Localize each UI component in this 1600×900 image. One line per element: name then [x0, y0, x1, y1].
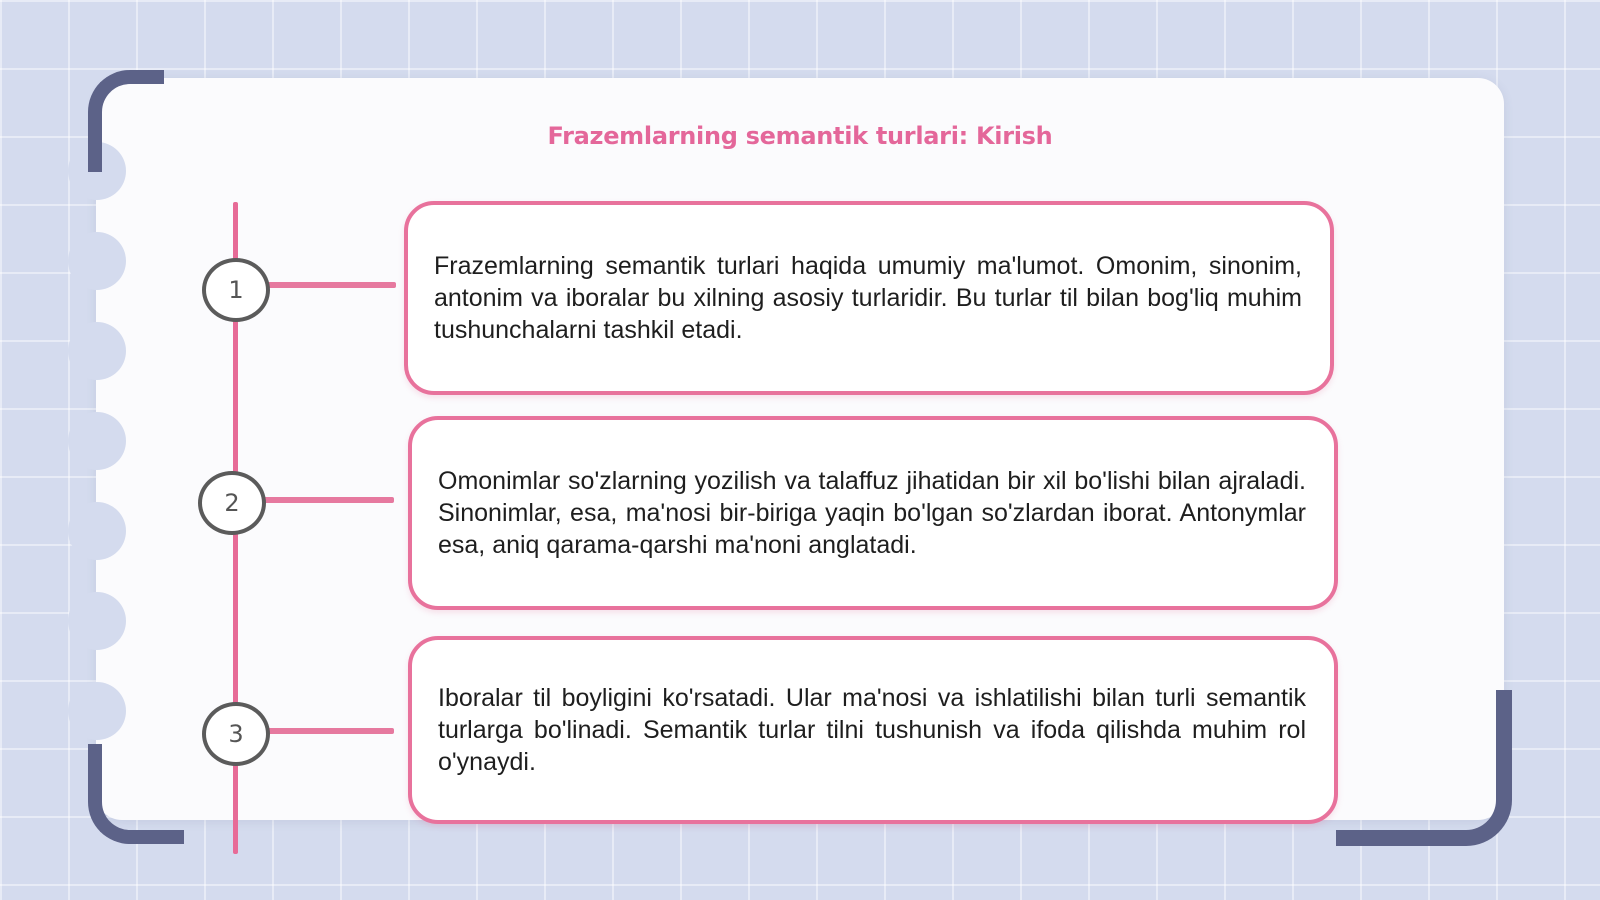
scallop-hole — [68, 322, 126, 380]
step-card-text: Omonimlar so'zlarning yozilish va talaffuz jihatidan bir xil bo'lishi bilan ajraladi. Sinonimlar, esa, ma'nosi bir-biriga yaqin bo'lgan so'zlardan iborat. Antonymlar esa, aniq qarama-qarshi ma'noni anglatadi. — [438, 467, 1306, 559]
scallop-hole — [68, 412, 126, 470]
timeline-connector-1 — [266, 282, 396, 288]
step-card-3 — [408, 636, 1338, 824]
corner-bracket-top-left — [88, 70, 164, 172]
step-card-text: Frazemlarning semantik turlari haqida umumiy ma'lumot. Omonim, sinonim, antonim va iboralar bu xilning asosiy turlaridir. Bu turlar til bilan bog'liq muhim tushunchalarni tashkil etadi. — [434, 252, 1302, 344]
corner-bracket-bottom-right — [1336, 690, 1512, 846]
step-number-3: 3 — [202, 702, 270, 766]
scallop-hole — [68, 682, 126, 740]
timeline-connector-2 — [262, 497, 394, 503]
step-card-text: Iboralar til boyligini ko'rsatadi. Ular ma'nosi va ishlatilishi bilan turli semantik turlarga bo'linadi. Semantik turlar tilni tushunish va ifoda qilishda muhim rol o'ynaydi. — [438, 684, 1306, 776]
slide-title: Frazemlarning semantik turlari: Kirish — [547, 122, 1053, 150]
step-card-2 — [408, 416, 1338, 610]
scallop-hole — [68, 232, 126, 290]
step-card-1 — [404, 201, 1334, 395]
step-number-2: 2 — [198, 471, 266, 535]
corner-bracket-bottom-left — [88, 744, 184, 844]
step-number-1: 1 — [202, 258, 270, 322]
scallop-hole — [68, 502, 126, 560]
scallop-hole — [68, 592, 126, 650]
timeline-connector-3 — [266, 728, 394, 734]
